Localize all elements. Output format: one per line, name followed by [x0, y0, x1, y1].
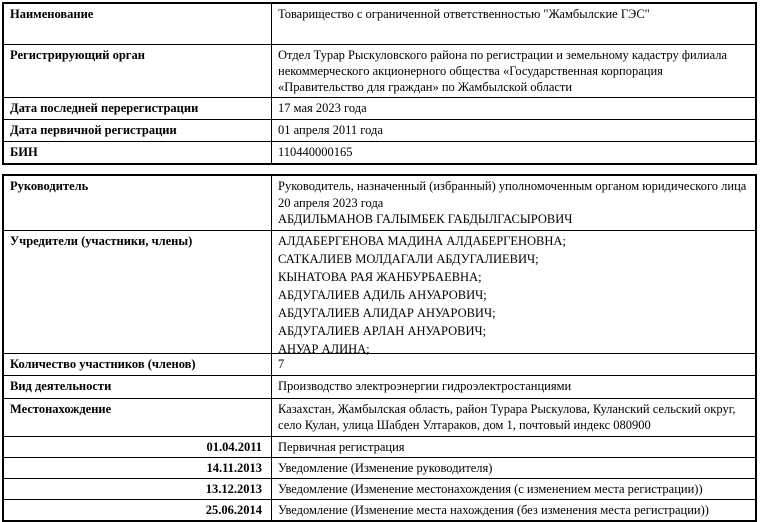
field-label-activity-type: Вид деятельности	[3, 375, 272, 398]
founder-item: КЫНАТОВА РАЯ ЖАНБУРБАЕВНА;	[278, 269, 482, 284]
table-row	[3, 3, 756, 45]
table-row	[3, 230, 756, 353]
field-value-head	[272, 175, 757, 230]
table-row	[3, 175, 756, 230]
history-event: Уведомление (Изменение местонахождения (с изменением места регистрации))	[272, 478, 757, 499]
field-label-last-reregistration-date: Дата последней перерегистрации	[3, 98, 272, 120]
field-label-bin: БИН	[3, 142, 272, 165]
founder-item: АБДУГАЛИЕВ АРЛАН АНУАРОВИЧ;	[278, 323, 487, 338]
table-row	[3, 98, 756, 120]
history-event: Первичная регистрация	[272, 436, 757, 457]
table-row	[3, 353, 756, 375]
founders-list	[278, 232, 749, 356]
field-label-founders: Учредители (участники, члены)	[3, 230, 272, 353]
field-label-registration-authority: Регистрирующий орган	[3, 45, 272, 98]
history-date: 01.04.2011	[3, 436, 272, 457]
founder-item: САТКАЛИЕВ МОЛДАГАЛИ АБДУГАЛИЕВИЧ;	[278, 251, 539, 266]
history-row	[3, 436, 756, 457]
field-value-registration-authority: Отдел Турар Рыскуловского района по регистрации и земельному кадастру филиала некоммерческого акционерного общества «Государственная корпорация «Правительство для граждан» по Жамбылской области	[272, 45, 757, 98]
head-appointment-date: 20 апреля 2023 года	[278, 195, 384, 210]
field-value-founders	[272, 230, 757, 356]
table-row	[3, 398, 756, 436]
history-date: 25.06.2014	[3, 499, 272, 521]
field-value-first-registration-date: 01 апреля 2011 года	[272, 120, 757, 142]
field-label-name: Наименование	[3, 3, 272, 45]
field-value-bin: 110440000165	[272, 142, 757, 165]
field-value-location: Казахстан, Жамбылская область, район Турара Рыскулова, Куланский сельский округ, село Кулан, улица Шабден Ултараков, дом 1, почтовый индекс 080900	[272, 398, 757, 436]
head-appointment-line: Руководитель, назначенный (избранный) уполномоченным органом юридического лица	[278, 179, 747, 193]
field-label-head: Руководитель	[3, 175, 272, 230]
founder-item: АБДУГАЛИЕВ АЛИДАР АНУАРОВИЧ;	[278, 305, 496, 320]
history-row	[3, 457, 756, 478]
registry-info-table	[2, 2, 757, 165]
field-label-participants-count: Количество участников (членов)	[3, 353, 272, 375]
table-row	[3, 142, 756, 165]
history-event: Уведомление (Изменение места нахождения (без изменения места регистрации))	[272, 499, 757, 521]
field-value-participants-count: 7	[272, 353, 757, 375]
history-date: 14.11.2013	[3, 457, 272, 478]
table-spacer	[2, 165, 768, 174]
founder-item: АБДУГАЛИЕВ АДИЛЬ АНУАРОВИЧ;	[278, 287, 487, 302]
table-row	[3, 45, 756, 98]
history-row	[3, 478, 756, 499]
field-value-name: Товарищество с ограниченной ответственностью "Жамбылские ГЭС"	[272, 3, 757, 45]
founder-item: АЛДАБЕРГЕНОВА МАДИНА АЛДАБЕРГЕНОВНА;	[278, 233, 566, 248]
field-label-location: Местонахождение	[3, 398, 272, 436]
field-value-last-reregistration-date: 17 мая 2023 года	[272, 98, 757, 120]
history-row	[3, 499, 756, 521]
company-details-table	[2, 174, 757, 522]
field-label-first-registration-date: Дата первичной регистрации	[3, 120, 272, 142]
history-event: Уведомление (Изменение руководителя)	[272, 457, 757, 478]
head-lines	[278, 178, 749, 228]
history-date: 13.12.2013	[3, 478, 272, 499]
table-row	[3, 375, 756, 398]
head-full-name: АБДИЛЬМАНОВ ГАЛЫМБЕК ГАБДЫЛГАСЫРОВИЧ	[278, 212, 573, 226]
field-value-activity-type: Производство электроэнергии гидроэлектростанциями	[272, 375, 757, 398]
founder-item: АНУАР АЛИНА;	[278, 341, 370, 356]
table-row	[3, 120, 756, 142]
